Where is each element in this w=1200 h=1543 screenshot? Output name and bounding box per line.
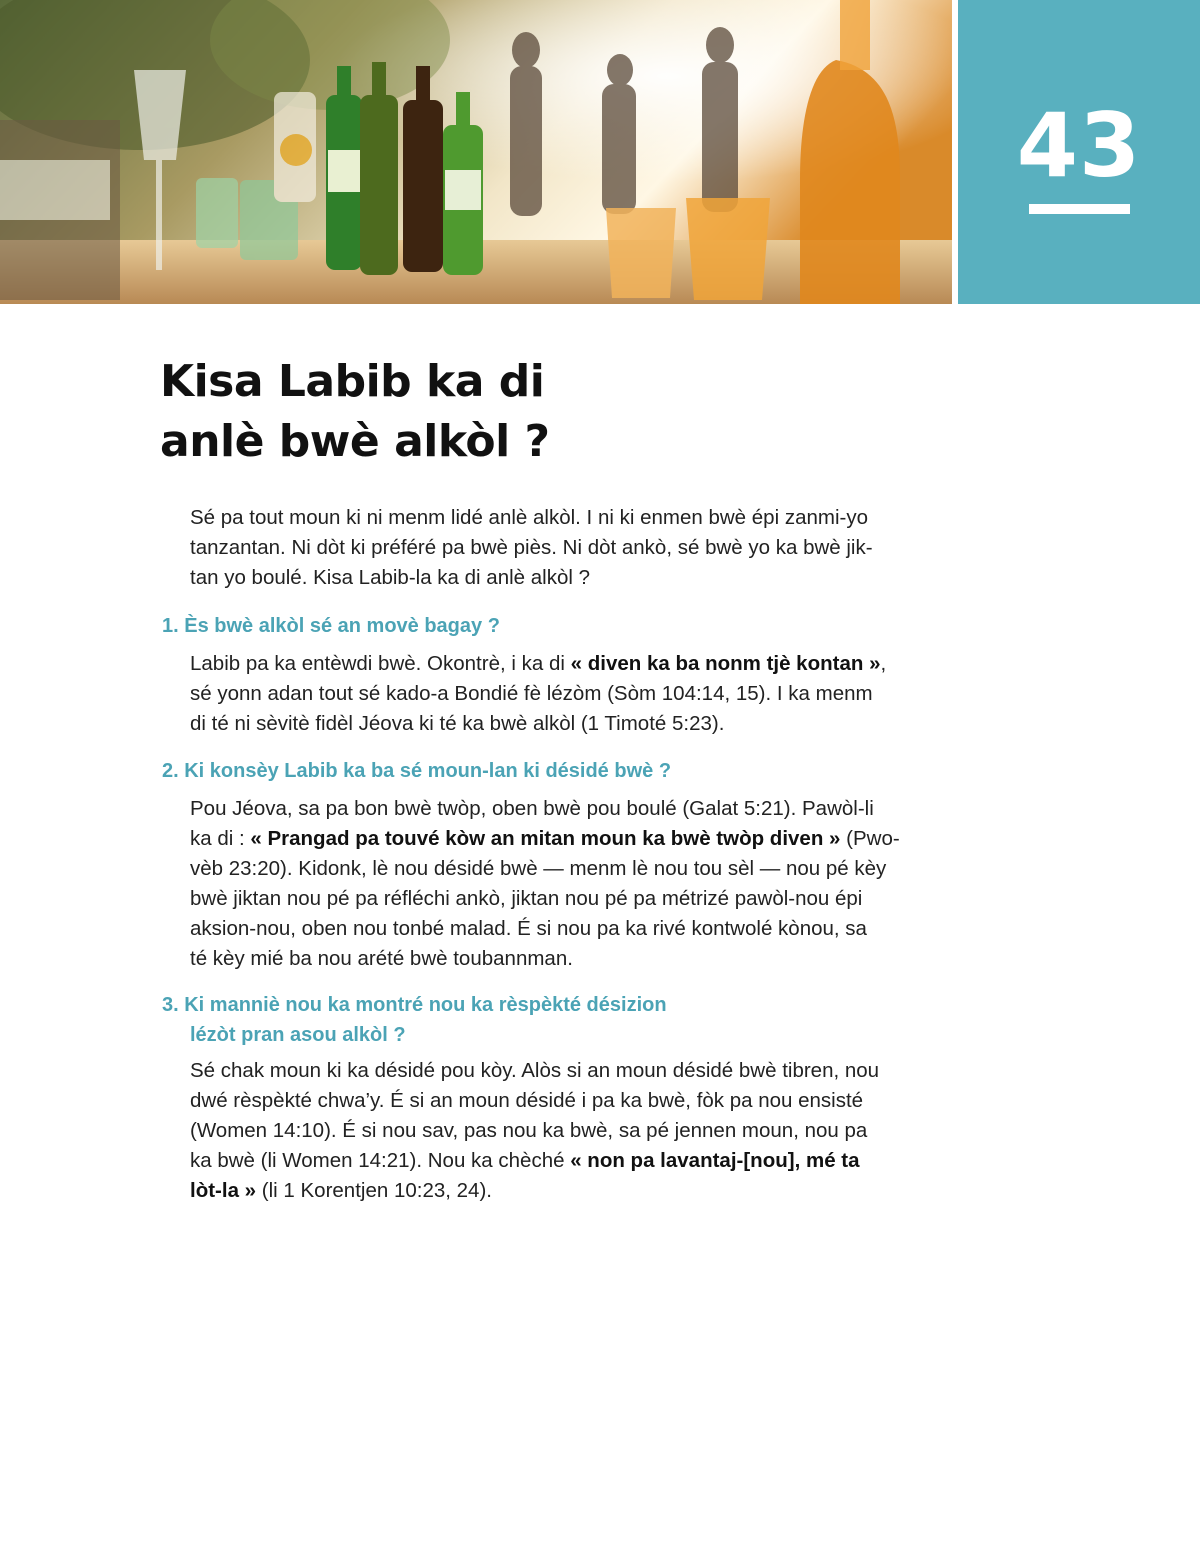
answer-line: vèb 23:20). Kidonk, lè nou désidé bwè — menm lè nou tou sèl — nou pé kèy — [190, 857, 887, 880]
scripture-quote: « Prangad pa touvé kòw an mitan moun ka bwè twòp diven » — [250, 827, 841, 850]
answer-line: Sé chak moun ki ka désidé pou kòy. Alòs si an moun désidé bwè tibren, nou — [190, 1059, 880, 1082]
answer-line: Pou Jéova, sa pa bon bwè twòp, oben bwè pou boulé (Galat 5:21). Pawòl-li — [190, 797, 874, 820]
intro-paragraph — [190, 503, 873, 593]
lesson-number-panel — [958, 0, 1200, 304]
scripture-quote: lòt-la » — [190, 1179, 257, 1202]
answer-line: (Women 14:10). É si nou sav, pas nou ka bwè, sa pé jennen moun, nou pa — [190, 1119, 868, 1142]
scripture-quote: « non pa lavantaj-[nou], mé ta — [570, 1149, 860, 1172]
question-line: 2. Ki konsèy Labib ka ba sé moun-lan ki désidé bwè ? — [162, 760, 672, 782]
answer-3-paragraph — [190, 1056, 879, 1206]
scripture-quote: « diven ka ba nonm tjè kontan » — [570, 652, 881, 675]
title-line-2: anlè bwè alkòl ? — [160, 416, 550, 467]
answer-line: aksion-nou, oben nou tonbé malad. É si nou pa ka rivé kontwolé kònou, sa — [190, 917, 867, 940]
intro-line: tan yo boulé. Kisa Labib-la ka di anlè alkòl ? — [190, 566, 591, 589]
answer-line: di té ni sèvitè fidèl Jéova ki té ka bwè alkòl (1 Timoté 5:23). — [190, 712, 725, 735]
question-line: 1. Ès bwè alkòl sé an movè bagay ? — [162, 615, 500, 637]
question-line: lézòt pran asou alkòl ? — [190, 1024, 406, 1046]
question-3-heading — [162, 990, 667, 1050]
answer-line: té kèy mié ba nou arété bwè toubannman. — [190, 947, 573, 970]
answer-line: sé yonn adan tout sé kado-a Bondié fè lézòm (Sòm 104:14, 15). I ka menm — [190, 682, 873, 705]
answer-line: Labib pa ka entèwdi bwè. Okontrè, i ka di « diven ka ba nonm tjè kontan », — [190, 652, 887, 675]
header-photo — [0, 0, 952, 304]
answer-1-paragraph — [190, 649, 886, 739]
answer-line: ka di : « Prangad pa touvé kòw an mitan moun ka bwè twòp diven » (Pwo- — [190, 827, 900, 850]
page-title — [160, 352, 550, 472]
intro-line: Sé pa tout moun ki ni menm lidé anlè alkòl. I ni ki enmen bwè épi zanmi-yo — [190, 506, 868, 529]
question-1-heading — [162, 611, 500, 641]
lesson-number-rule — [1029, 204, 1130, 214]
answer-line: bwè jiktan nou pé pa réfléchi ankò, jiktan nou pé pa métrizé pawòl-nou épi — [190, 887, 863, 910]
question-2-heading — [162, 756, 671, 786]
question-line: 3. Ki manniè nou ka montré nou ka rèspèkté désizion — [162, 994, 667, 1016]
answer-line: dwé rèspèkté chwa’y. É si an moun désidé i pa ka bwè, fòk pa nou ensisté — [190, 1089, 864, 1112]
lesson-number: 43 — [1016, 94, 1142, 197]
answer-line: ka bwè (li Women 14:21). Nou ka chèché « non pa lavantaj-[nou], mé ta — [190, 1149, 860, 1172]
answer-2-paragraph — [190, 794, 900, 974]
title-line-1: Kisa Labib ka di — [160, 356, 545, 407]
intro-line: tanzantan. Ni dòt ki préféré pa bwè piès. Ni dòt ankò, sé bwè yo ka bwè jik- — [190, 536, 873, 559]
answer-line: lòt-la » (li 1 Korentjen 10:23, 24). — [190, 1179, 492, 1202]
